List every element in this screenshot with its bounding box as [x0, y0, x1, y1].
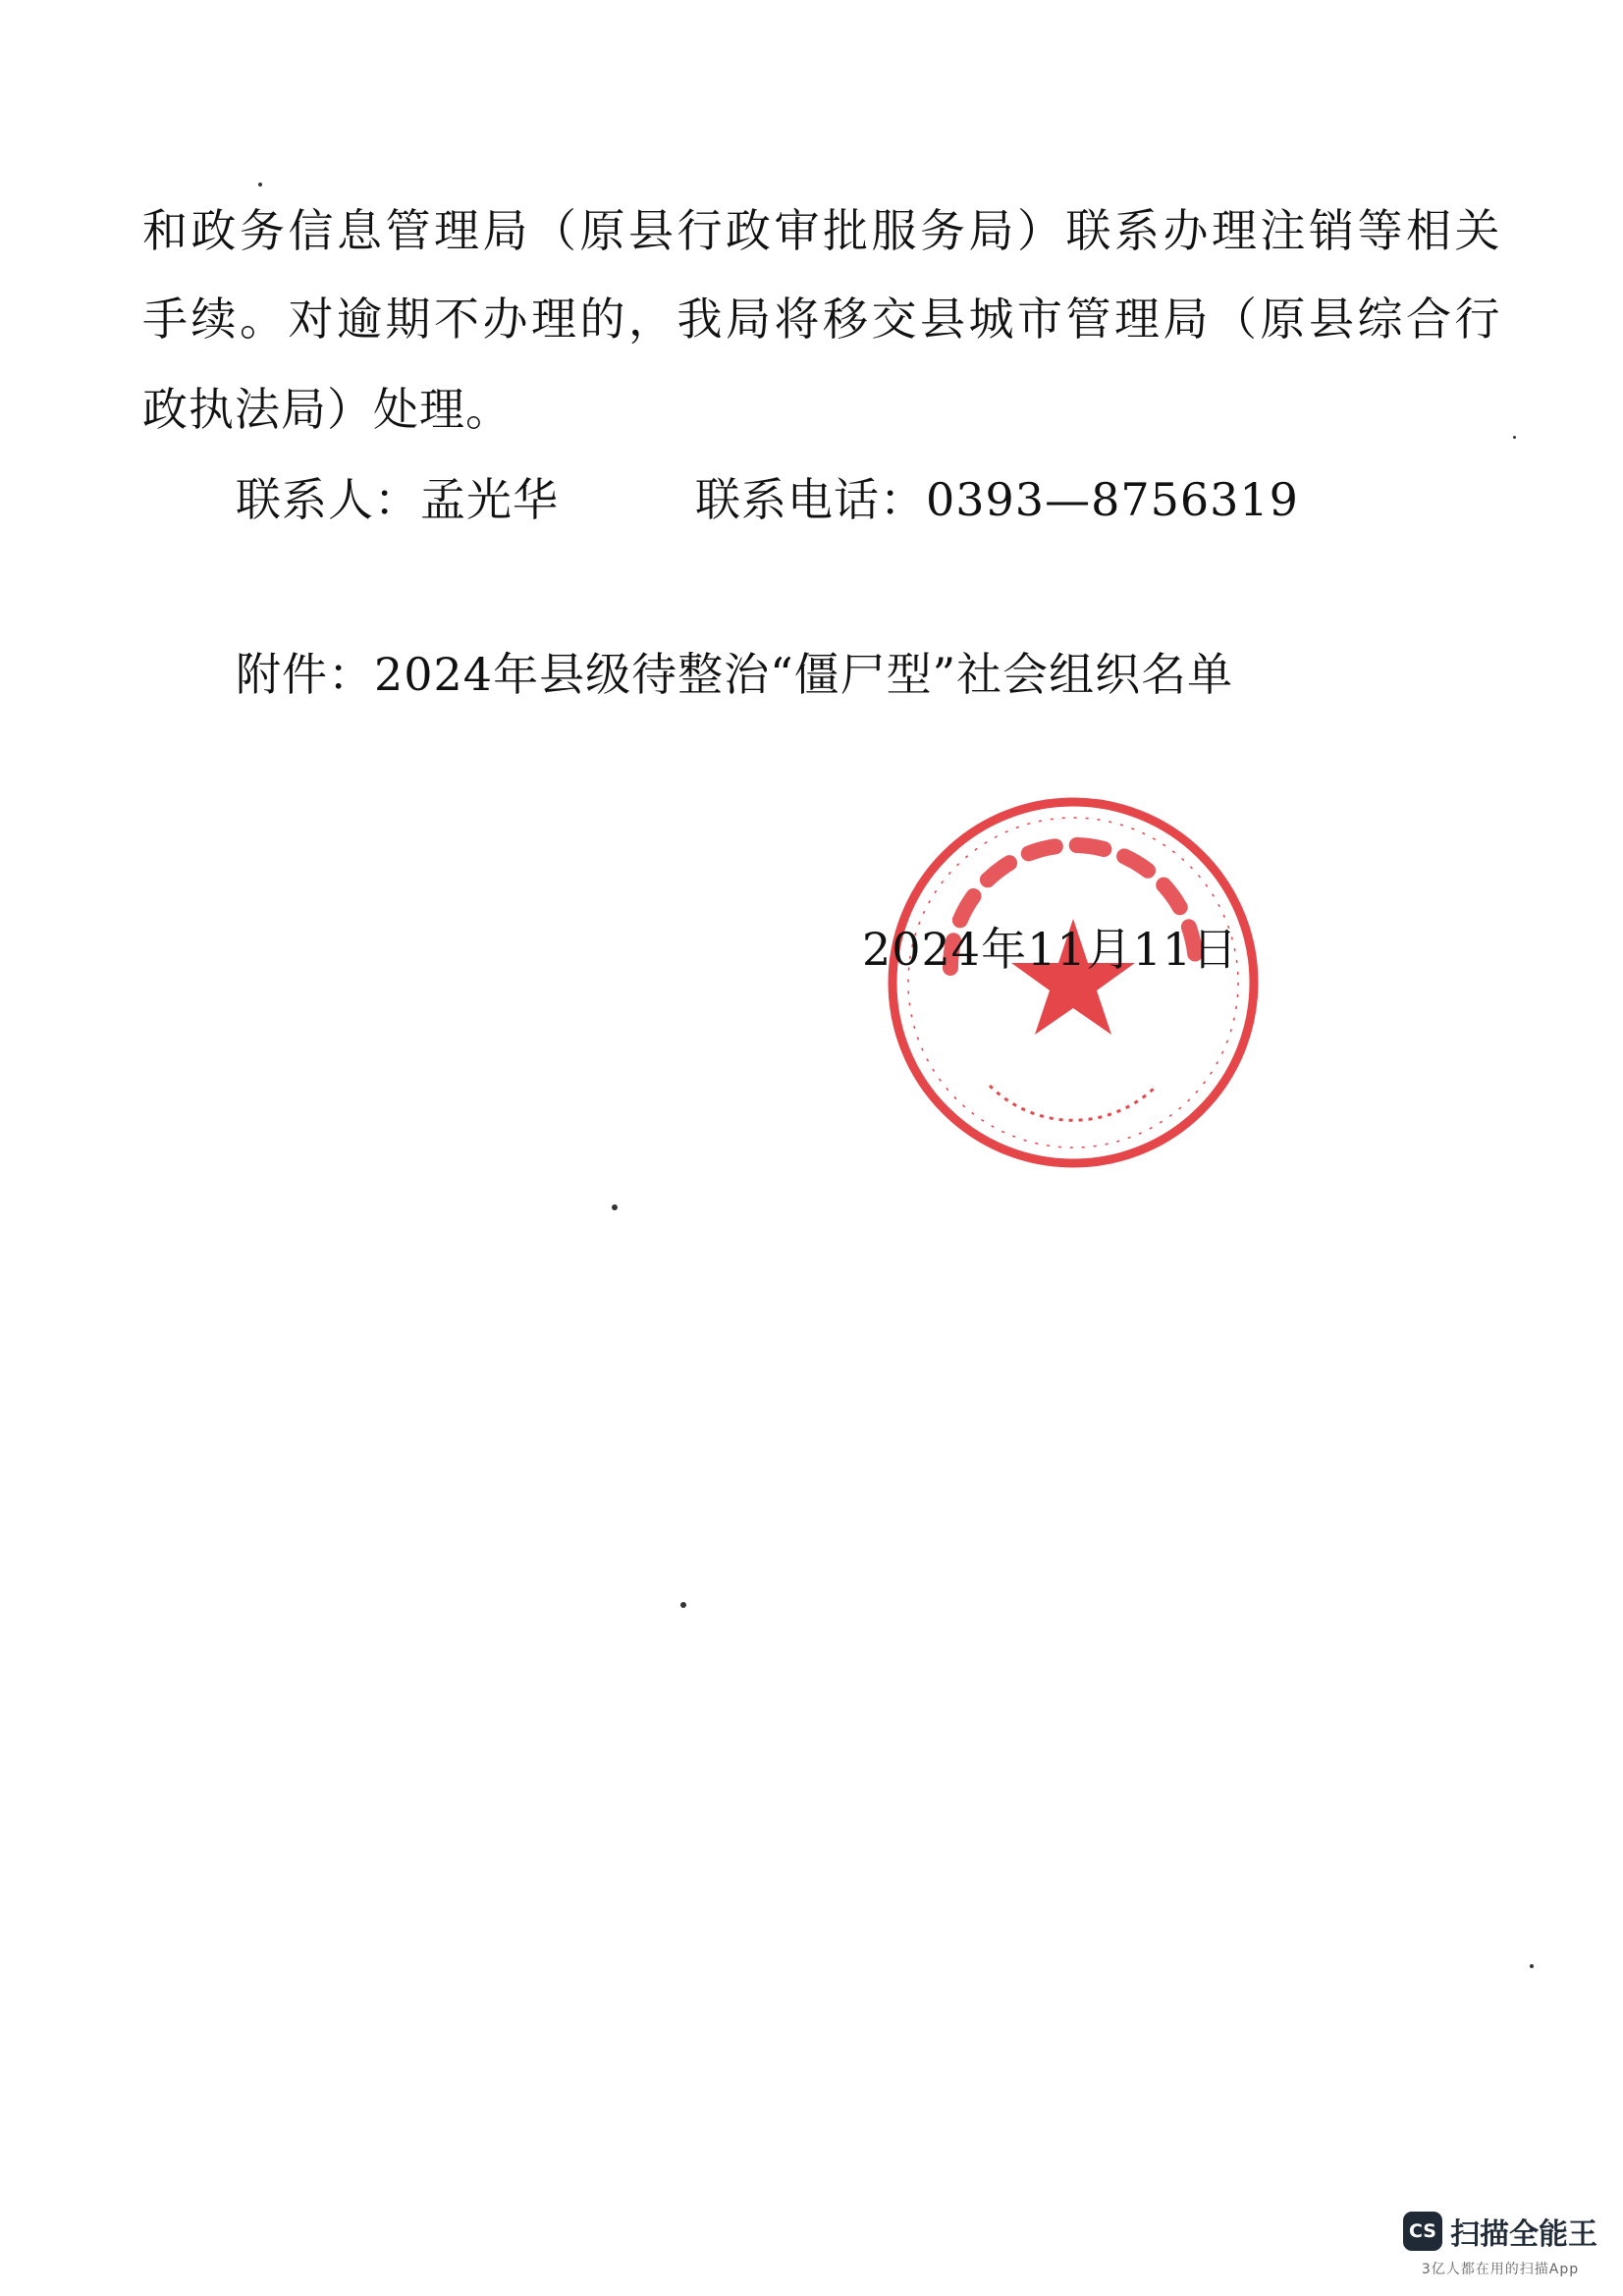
body-text-line-3: 政执法局）处理。	[142, 383, 512, 436]
official-seal	[882, 791, 1265, 1174]
scan-speck	[1513, 436, 1516, 439]
scan-speck	[258, 183, 262, 187]
body-text-line-1: 和政务信息管理局（原县行政审批服务局）联系办理注销等相关	[142, 204, 1503, 257]
watermark-tagline: 3亿人都在用的扫描App	[1421, 2262, 1580, 2277]
contact-person: 联系人：孟光华	[236, 473, 559, 526]
document-date: 2024年11月11日	[862, 923, 1239, 976]
attachment-line: 附件：2024年县级待整治“僵尸型”社会组织名单	[236, 648, 1234, 701]
scanner-watermark	[1403, 2210, 1597, 2278]
scan-speck	[680, 1602, 686, 1608]
body-text-line-2: 手续。对逾期不办理的，我局将移交县城市管理局（原县综合行	[142, 293, 1503, 346]
contact-phone: 联系电话：0393—8756319	[695, 473, 1299, 526]
watermark-name: 扫描全能王	[1450, 2217, 1597, 2252]
scan-speck	[1530, 1964, 1534, 1968]
scan-speck	[612, 1204, 618, 1210]
camscanner-logo-icon: CS	[1403, 2212, 1442, 2251]
